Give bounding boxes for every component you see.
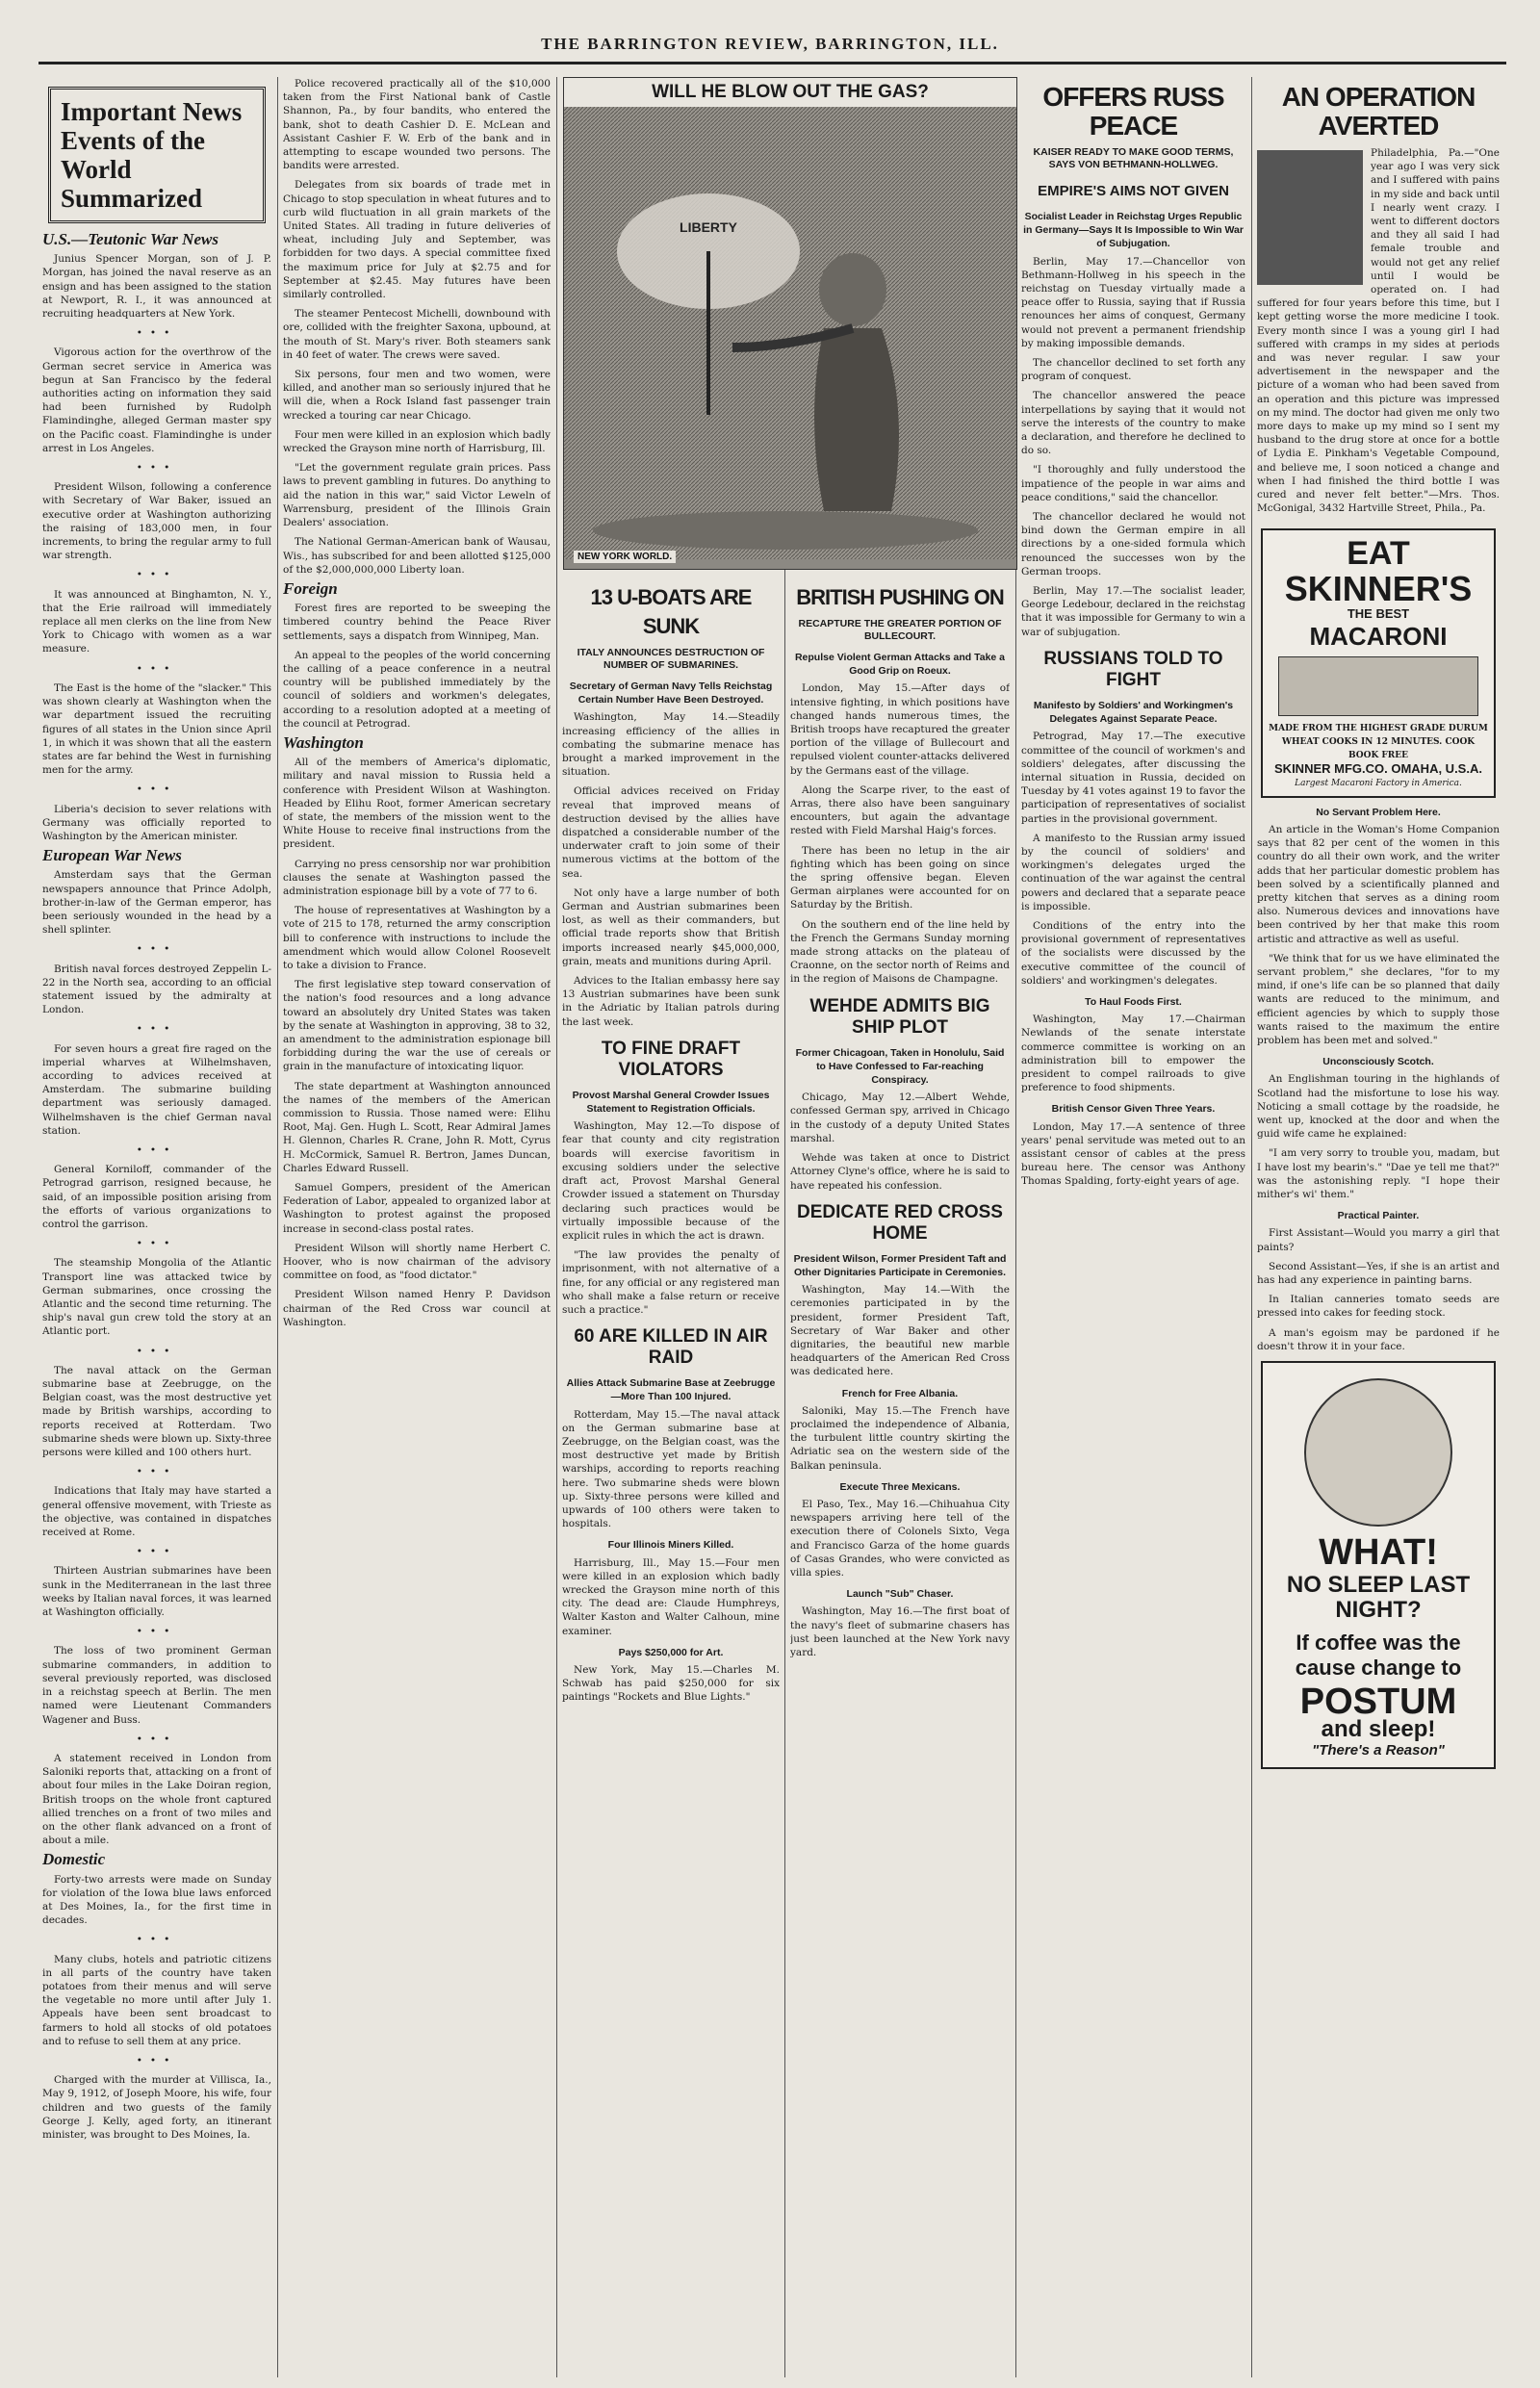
news-brief: President Wilson, following a conference with Secretary of War Baker, issued an executive order at Washington authorizing the raising of 183,000 men, in four increments, to bring the regular army to full war strength. xyxy=(42,481,271,562)
article-paragraph: Saloniki, May 15.—The French have proclaimed the independence of Albania, the turbulent little country skirting the Adriatic sea on the western side of the Balkan peninsula. xyxy=(790,1404,1010,1472)
article-paragraph: Berlin, May 17.—The socialist leader, George Ledebour, declared in the reichstag that it was impossible for Germany to win a war of subjugation. xyxy=(1021,585,1245,638)
news-brief: A statement received in London from Saloniki reports that, attacking on a front of about four miles in the Lake Doiran region, British troops on the whole front captured allied trenches on a front of two miles and on the other flank advanced on a front of about a mile. xyxy=(42,1752,271,1847)
news-brief: The East is the home of the "slacker." This was shown clearly at Washington when the war department issued the recruiting figures of all states in the Union since April 1, in which it was shown that all the eastern states are far behind the West in furnishing men for the army. xyxy=(42,681,271,777)
separator-stars: ••• xyxy=(136,1934,178,1946)
section-heading: European War News xyxy=(42,846,182,865)
article-paragraph: Along the Scarpe river, to the east of Arras, there also have been sanguinary encounters, but again the advantage rested with Field Marshal Haig's forces. xyxy=(790,783,1010,837)
article-paragraph: Police recovered practically all of the $10,000 taken from the First National bank of Castle Shannon, Pa., by four bandits, who entered the bank, shot to death Cashier D. E. McLean and Assistant Cashier F. W. Erb of the bank and in attempting to escape wounded two persons. The bandits were arrested. xyxy=(283,78,551,172)
deck-kaiser: KAISER READY TO MAKE GOOD TERMS, SAYS VON BETHMANN-HOLLWEG. xyxy=(1033,146,1234,170)
story-wehde xyxy=(790,1091,1010,1192)
headline-u-boats: 13 U-BOATS ARE SUNK xyxy=(590,585,752,638)
article-paragraph: Conditions of the entry into the provisional government of representatives of the socialists were discussed by the executive committee of the council of soldiers' and workingmen's delegates. xyxy=(1021,919,1245,987)
article-paragraph: The steamer Pentecost Michelli, downbound with ore, collided with the freighter Saxona, upbound, at the mouth of St. Mary's river. Both steamers sank in 40 feet of water. The crews were saved. xyxy=(283,308,551,361)
subhead-empire-aims: EMPIRE'S AIMS NOT GIVEN xyxy=(1038,183,1229,199)
article-paragraph: On the southern end of the line held by the French the Germans Sunday morning made strong attacks on the plateau of Craonne, on the sector north of Reims and in the region of Maisons de Champagne. xyxy=(790,918,1010,986)
subhead-art: Pays $250,000 for Art. xyxy=(618,1646,724,1658)
headline-russ-peace: OFFERS RUSS PEACE xyxy=(1042,82,1224,141)
ad-eat: EAT xyxy=(1347,535,1410,573)
separator-stars: ••• xyxy=(136,1466,178,1478)
article-paragraph: A man's egoism may be pardoned if he doesn't throw it in your face. xyxy=(1257,1326,1500,1352)
news-brief: Thirteen Austrian submarines have been sunk in the Mediterranean in the last three weeks by Italian naval forces, it was learned at Washington officially. xyxy=(42,1565,271,1619)
column-divider xyxy=(1251,77,1252,2377)
article-paragraph: Carrying no press censorship nor war prohibition clauses the senate at Washington passed the administration espionage bill by a vote of 77 to 6. xyxy=(283,858,551,897)
article-paragraph: Chicago, May 12.—Albert Wehde, confessed German spy, arrived in Chicago in the custody of a deputy United States marshal. xyxy=(790,1091,1010,1144)
article-paragraph: "I am very sorry to trouble you, madam, but I have lost my bearin's." "Dae ye tell me that?" was the astonishing reply. "I hope their mither's wi' them." xyxy=(1257,1147,1500,1200)
headline-draft: TO FINE DRAFT VIOLATORS xyxy=(601,1038,741,1080)
story-air-raid xyxy=(562,1408,780,1531)
cartoon-title: WILL HE BLOW OUT THE GAS? xyxy=(564,78,1016,107)
skinners-macaroni-ad xyxy=(1261,528,1496,797)
article-paragraph: "We think that for us we have eliminated the servant problem," she declares, "for to my mind, if one's life can be so planned that daily wants are reduced to the minimum, and efficient agencies by which to supply those wants raised to the maximum the entire problem has been met and solved." xyxy=(1257,952,1500,1046)
news-brief: Vigorous action for the overthrow of the German secret service in America was begun at San Francisco by the federal authorities acting on information they said had been furnished by Rudolph Flamindinghe, alleged German master spy on the Pacific coast. Flamindinghe is under arrest in Los Angeles. xyxy=(42,347,271,454)
ad-skinners: SKINNER'S xyxy=(1284,569,1473,609)
separator-stars: ••• xyxy=(136,662,178,675)
article-paragraph: The National German-American bank of Wausau, Wis., has subscribed for and been allotted $125,000 of the $2,000,000,000 Liberty loan. xyxy=(283,536,551,576)
article-paragraph: Not only have a large number of both German and Austrian submarines been lost, as well as their commanders, but official trade reports show that British imports increased nearly $45,000,000, grain, meats and munitions during April. xyxy=(562,886,780,967)
story-mexicans xyxy=(790,1498,1010,1579)
column-ads xyxy=(1257,77,1500,2382)
article-paragraph: Advices to the Italian embassy here say 13 Austrian submarines have been sunk in the Adriatic by Italian patrols during the last week. xyxy=(562,975,780,1028)
article-paragraph: New York, May 15.—Charles M. Schwab has paid $250,000 for six paintings "Rockets and Blue Lights." xyxy=(562,1663,780,1704)
separator-stars: ••• xyxy=(136,1023,178,1036)
column-british xyxy=(790,578,1010,2382)
separator-stars: ••• xyxy=(136,462,178,475)
article-paragraph: The chancellor answered the peace interpellations by saying that it would not serve the interests of the country to make a declaration, and therefore he declined to do so. xyxy=(1021,390,1245,457)
ad-company: SKINNER MFG.CO. OMAHA, U.S.A. xyxy=(1274,761,1482,777)
masthead: THE BARRINGTON REVIEW, BARRINGTON, ILL. xyxy=(541,35,999,53)
story-art xyxy=(562,1663,780,1705)
article-paragraph: Berlin, May 17.—Chancellor von Bethmann-Hollweg in his speech in the reichstag on Tuesday virtually made a peace offer to Russia, saying that if Russia renounces her aims of conquest, Germany would not prevent a permanent friendship by making impossible demands. xyxy=(1021,255,1245,349)
cartoon-liberty-label: LIBERTY xyxy=(680,219,737,235)
article-paragraph: "I thoroughly and fully understood the impatience of the people in war aims and peace conditions," said the chancellor. xyxy=(1021,464,1245,503)
ad-reason: "There's a Reason" xyxy=(1312,1742,1445,1759)
briefs-washington xyxy=(283,756,551,1329)
story-miners xyxy=(562,1556,780,1638)
separator-stars: ••• xyxy=(136,1733,178,1745)
cartoon-credit: NEW YORK WORLD. xyxy=(574,551,676,563)
article-paragraph: An appeal to the peoples of the world concerning the calling of a peace conference in a neutral country will be published immediately by the council of soldiers and workmen's delegates, according to a resolution adopted at a meeting of the council at Petrograd. xyxy=(283,649,551,730)
subhead-red-cross: President Wilson, Former President Taft and Other Dignitaries Participate in Ceremonies. xyxy=(793,1252,1007,1278)
article-paragraph: Official advices received on Friday reveal that improved means of destruction devised by the allies have dispatched a considerable number of the underwater craft to join some of their numerous victims at the bottom of the sea. xyxy=(562,785,780,880)
article-paragraph: An article in the Woman's Home Companion says that 82 per cent of the women in this country do all their own work, and the writer adds that her particular domestic problem has been solved by a scientifically planned and pretty kitchen that serves as a dining room also. Numerous devices and innovations have been contrived by her that make this room artistic and attractive as well as useful. xyxy=(1257,823,1500,945)
article-paragraph: Washington, May 14.—Steadily increasing efficiency of the allies in combating the submarine menace has brought a marked improvement in the situation. xyxy=(562,711,780,779)
article-paragraph: Six persons, four men and two women, were killed, and another man so seriously injured that he will die, when a Rock Island fast passenger train wrecked a touring car near Chicago. xyxy=(283,369,551,422)
article-paragraph: An Englishman touring in the highlands of Scotland had the misfortune to lose his way. Noticing a small cottage by the roadside, he went up, knocked at the door and when the guid wife came he explained: xyxy=(1257,1073,1500,1141)
story-british xyxy=(790,681,1010,986)
ad-the-best: THE BEST xyxy=(1347,606,1410,622)
news-brief: Forty-two arrests were made on Sunday for violation of the Iowa blue laws enforced at Des Moines, Ia., for the first time in decades. xyxy=(42,1873,271,1927)
story-albania xyxy=(790,1404,1010,1473)
news-brief: It was announced at Binghamton, N. Y., that the Erie railroad will immediately replace all men clerks on the line from New York to Chicago with women as a war measure. xyxy=(42,588,271,655)
ad-factory: Largest Macaroni Factory in America. xyxy=(1295,778,1462,788)
article-paragraph: There has been no letup in the air fighting which has been going on since the spring offensive began. Eleven German airplanes were accounted for on Saturday by the British. xyxy=(790,844,1010,912)
ad-and-sleep: and sleep! xyxy=(1321,1716,1436,1743)
news-brief: General Korniloff, commander of the Petrograd garrison, resigned because, he said, of an impossible position arising from the efforts of various organizations to control the garrison. xyxy=(42,1164,271,1230)
article-paragraph: President Wilson will shortly name Herbert C. Hoover, who is now chairman of the advisory committee on food, as "food dictator." xyxy=(283,1242,551,1282)
section-foreign: Foreign xyxy=(283,578,338,598)
news-brief: Many clubs, hotels and patriotic citizens in all parts of the country have taken potatoes from their menus and will serve the vegetable no more until after July 1. Appeals have been sent broadcast to farmers to hold all stocks of old potatoes and to refuse to sell them at any price. xyxy=(42,1953,271,2047)
pinkham-ad-text: Philadelphia, Pa.—"One year ago I was very sick and I suffered with pains in my side and back until I nearly went crazy. I went to different doctors and they all said I had female trouble and would not get any relief until I would be operated on. I had suffered for four years before this time, but I kept getting worse the more medicine I took. Every month since I was a young girl I had suffered with cramps in my sides at periods and was never regular. I saw your advertisement in the newspaper and the picture of a woman who had been saved from an operation and this picture was impressed on my mind. The doctor had given me only two more days to make up my mind so I sent my husband to the drug store at once for a bottle of Lydia E. Pinkham's Vegetable Compound, and believe me, I soon noticed a change and when I had finished the third bottle I was cured and never felt better."—Mrs. Thos. McGonigal, 3432 Hartville Street, Phila., Pa. xyxy=(1257,147,1500,515)
story-british-censor xyxy=(1021,1120,1245,1189)
news-brief: The steamship Mongolia of the Atlantic Transport line was attacked twice by German submarines, once crossing the Atlantic and the second time returning. The ship's naval gun crew told the story at an Atlantic port. xyxy=(42,1257,271,1338)
headline-wehde: WEHDE ADMITS BIG SHIP PLOT xyxy=(809,995,990,1038)
article-paragraph: President Wilson named Henry P. Davidson chairman of the Red Cross war council at Washington. xyxy=(283,1289,551,1328)
article-paragraph: Second Assistant—Yes, if she is an artist and has had any experience in painting barns. xyxy=(1257,1260,1500,1286)
sleepless-face-illustration xyxy=(1304,1378,1452,1527)
editorial-cartoon xyxy=(563,77,1017,570)
column-u-boats xyxy=(562,578,780,2382)
separator-stars: ••• xyxy=(136,569,178,581)
news-brief: The loss of two prominent German submarine commanders, in addition to several previously reported, was disclosed in a reichstag speech at Berlin. The men named were Lieutenant Commanders Wagener and Buss. xyxy=(42,1645,271,1726)
column-russ-peace xyxy=(1021,77,1245,2382)
testimonial-portrait xyxy=(1257,150,1363,285)
news-brief: For seven hours a great fire raged on the imperial wharves at Wilhelmshaven, according to advices received at Amsterdam. The submarine building department was seriously damaged. Wilhelmshaven is the chief German naval station. xyxy=(42,1042,271,1137)
separator-stars: ••• xyxy=(136,327,178,340)
story-red-cross xyxy=(790,1283,1010,1378)
separator-stars: ••• xyxy=(136,943,178,956)
subhead-miners: Four Illinois Miners Killed. xyxy=(607,1539,734,1552)
article-paragraph: "The law provides the penalty of imprisonment, with not alternative of a fine, for any official or any registered man who shall make a false return or receive such a practice." xyxy=(562,1249,780,1316)
subhead-u-boats: Secretary of German Navy Tells Reichstag Certain Number Have Been Destroyed. xyxy=(569,680,773,706)
summary-box-title: Important News Events of the World Summarized xyxy=(48,87,266,223)
article-paragraph: The chancellor declared he would not bind down the German empire in all directions by a one-sided formula which renounced the successes won by the German troops. xyxy=(1021,511,1245,578)
separator-stars: ••• xyxy=(136,1546,178,1558)
news-brief: The naval attack on the German submarine base at Zeebrugge, on the Belgian coast, was the most destructive yet made by British warships, according to reports received at Rotterdam. Two submarine sheds were blown up. Sixty-three persons were killed and 100 others hurt. xyxy=(42,1364,271,1459)
subhead-british: Repulse Violent German Attacks and Take a Good Grip on Roeux. xyxy=(794,652,1006,678)
macaroni-box-illustration xyxy=(1278,656,1478,716)
article-paragraph: Washington, May 12.—To dispose of fear that county and city registration boards will exercise favoritism in excusing soldiers under the selective draft act, Provost Marshal General Crowder issued a statement on Thursday declaring such practices would be virtually impossible because of the explicit rules in which the act is drawn. xyxy=(562,1120,780,1242)
separator-stars: ••• xyxy=(136,1238,178,1250)
article-paragraph: All of the members of America's diplomatic, military and naval mission to Russia held a conference with President Wilson at Washington. Headed by Elihu Root, former American secretary of state, the members of the mission went to the White House to receive final instructions from the president. xyxy=(283,757,551,851)
cartoon-illustration xyxy=(564,107,1016,559)
column-divider xyxy=(556,77,557,2377)
subhead-draft: Provost Marshal General Crowder Issues Statement to Registration Officials. xyxy=(572,1089,770,1116)
article-paragraph: In Italian canneries tomato seeds are pressed into cakes for feeding stock. xyxy=(1257,1294,1500,1320)
story-painter xyxy=(1257,1226,1500,1353)
section-washington: Washington xyxy=(283,732,364,752)
headline-russians-fight: RUSSIANS TOLD TO FIGHT xyxy=(1043,648,1223,690)
article-paragraph: Washington, May 14.—With the ceremonies participated in by the president, former President Taft, Secretary of War Baker and other dignitaries, the beautiful new marble headquarters of the American Red Cross was dedicated here. xyxy=(790,1284,1010,1378)
separator-stars: ••• xyxy=(136,2054,178,2067)
article-paragraph: Forest fires are reported to be sweeping the timbered country behind the Peace River settlements, says a dispatch from Winnipeg, Man. xyxy=(283,603,551,642)
deck-british: RECAPTURE THE GREATER PORTION OF BULLECOURT. xyxy=(798,618,1002,642)
article-paragraph: Samuel Gompers, president of the American Federation of Labor, appealed to organized labor at Washington to protest against the proposed increase in second-class postal rates. xyxy=(283,1182,551,1235)
deck-manifesto: Manifesto by Soldiers' and Workingmen's Delegates Against Separate Peace. xyxy=(1033,699,1234,726)
story-haul-foods xyxy=(1021,1013,1245,1094)
article-paragraph: El Paso, Tex., May 16.—Chihuahua City newspapers arriving here tell of the execution there of Colonels Sixto, Vega and Francisco Garza of the home guards of Casas Grandes, who were convicted as villa spies. xyxy=(790,1498,1010,1579)
headline-red-cross: DEDICATE RED CROSS HOME xyxy=(797,1201,1003,1244)
story-draft xyxy=(562,1119,780,1317)
subhead-british-censor: British Censor Given Three Years. xyxy=(1051,1103,1216,1116)
separator-stars: ••• xyxy=(136,1626,178,1638)
article-paragraph: London, May 17.—A sentence of three years' penal servitude was meted out to an assistant censor of cables at the press bureau here. The censor was Anthony Thomas Spalding, forty-eight years of age. xyxy=(1021,1120,1245,1188)
story-scotch xyxy=(1257,1072,1500,1201)
column-news-summary xyxy=(42,77,271,2382)
news-brief: Liberia's decision to sever relations with Germany was officially reported to Washington by the American minister. xyxy=(42,803,271,842)
masthead-rule xyxy=(38,62,1506,64)
column-briefs xyxy=(283,77,551,2382)
article-paragraph: "Let the government regulate grain prices. Pass laws to prevent gambling in futures. Do anything to aid the nation in this war," said Victor Leweln of Warrensburg, president of the Illinois Grain Dealers' association. xyxy=(283,462,551,529)
story-russ-peace xyxy=(1021,255,1245,639)
pinkham-ad xyxy=(1257,146,1500,521)
subhead-painter: Practical Painter. xyxy=(1337,1210,1420,1222)
story-russians-fight xyxy=(1021,730,1245,988)
article-paragraph: Wehde was taken at once to District Attorney Clyne's office, where he is said to have repeated his confession. xyxy=(790,1152,1010,1192)
news-brief: Amsterdam says that the German newspapers announce that Prince Adolph, brother-in-law of the German emperor, has been seriously wounded in the head by a shell splinter. xyxy=(42,869,271,937)
story-sub-chaser xyxy=(790,1605,1010,1659)
briefs-foreign xyxy=(283,602,551,731)
separator-stars: ••• xyxy=(136,1345,178,1357)
article-paragraph: The first legislative step toward conservation of the nation's food resources and a long advance toward an absolutely dry United States was taken by the senate at Washington in approving, 38 to 32, an amendment to the administration espionage bill forbidding during the war the use of cereals or grain in the manufacture of intoxicating liquor. xyxy=(283,979,551,1073)
ad-postum: POSTUM xyxy=(1299,1682,1457,1723)
ad-what: WHAT! xyxy=(1319,1532,1438,1574)
news-brief: Junius Spencer Morgan, son of J. P. Morgan, has joined the naval reserve as an ensign and has been assigned to the station at Newport, R. I., it was announced at recruiting headquarters at New York. xyxy=(42,253,271,321)
headline-operation-averted: AN OPERATION AVERTED xyxy=(1281,82,1476,141)
news-brief: British naval forces destroyed Zeppelin L-22 in the North sea, according to an official statement issued by the admiralty at London. xyxy=(42,963,271,1016)
deck-u-boats: ITALY ANNOUNCES DESTRUCTION OF NUMBER OF SUBMARINES. xyxy=(577,647,765,671)
section-heading: Domestic xyxy=(42,1850,106,1869)
article-paragraph: Delegates from six boards of trade met in Chicago to stop speculation in wheat futures and to curb wild fluctuation in all grain markets of the United States. All trading in future deliveries of wheat, including July and September, was forbidden for two days. A special committee fixed the maximum price for July at $2.75 and for September at $2.45. May futures have been similarly controlled. xyxy=(283,179,551,301)
subhead-haul-foods: To Haul Foods First. xyxy=(1085,995,1182,1008)
article-paragraph: The house of representatives at Washington by a vote of 215 to 178, returned the army conscription bill to conference with instructions to include the amendment which would allow Colonel Roosevelt to take a division to France. xyxy=(283,905,551,971)
article-paragraph: Washington, May 16.—The first boat of the navy's fleet of submarine chasers has just been launched at the New York navy yard. xyxy=(790,1605,1010,1658)
subhead-air-raid: Allies Attack Submarine Base at Zeebrugge—More Than 100 Injured. xyxy=(566,1377,776,1403)
subhead-scotch: Unconsciously Scotch. xyxy=(1322,1056,1434,1068)
summary-sections xyxy=(42,230,271,2142)
story-servant xyxy=(1257,823,1500,1047)
separator-stars: ••• xyxy=(136,783,178,796)
article-paragraph: Washington, May 17.—Chairman Newlands of the senate interstate commerce committee is working on an administration bill to empower the president to compel railroads to give preference to food shipments. xyxy=(1021,1014,1245,1094)
subhead-mexicans: Execute Three Mexicans. xyxy=(839,1480,961,1493)
article-paragraph: First Assistant—Would you marry a girl that paints? xyxy=(1257,1227,1500,1253)
news-brief: Charged with the murder at Villisca, Ia., May 9, 1912, of Joseph Moore, his wife, four children and two guests of the family George J. Kelly, aged forty, an itinerant minister, was brought to Des Moines, Ia. xyxy=(42,2074,271,2141)
article-paragraph: A manifesto to the Russian army issued by the council of soldiers' and workingmen's delegates urged the continuation of the war against the central powers and declared that a separate peace is impossible. xyxy=(1021,832,1245,912)
subhead-wehde: Former Chicagoan, Taken in Honolulu, Said to Have Confessed to Far-reaching Conspiracy. xyxy=(795,1046,1005,1087)
briefs-general xyxy=(283,77,551,577)
separator-stars: ••• xyxy=(136,1143,178,1156)
article-paragraph: Rotterdam, May 15.—The naval attack on the German submarine base at Zeebrugge, on the Belgian coast, was the most destructive yet made by British warships, according to reports reaching here. Two submarine sheds were blown up. Sixty-three persons were killed and upwards of 100 others were taken to hospitals. xyxy=(562,1408,780,1530)
article-paragraph: Harrisburg, Ill., May 15.—Four men were killed in an explosion which badly wrecked the Grayson mine north of this city. The dead are: Claude Humphreys, Walter Kaston and Walter Calhoun, mine examiner. xyxy=(562,1556,780,1637)
headline-british: BRITISH PUSHING ON xyxy=(796,585,1004,609)
ad-macaroni: MACARONI xyxy=(1309,621,1448,651)
news-brief: Indications that Italy may have started a general offensive movement, with Trieste as the objective, was contained in dispatches received at Rome. xyxy=(42,1485,271,1539)
article-paragraph: Four men were killed in an explosion which badly wrecked the Grayson mine north of Harrisburg, Ill. xyxy=(283,428,551,455)
article-paragraph: The state department at Washington announced the names of the members of the American commission to Russia. Those named were: Elihu Root, Maj. Gen. Hugh L. Scott, Rear Admiral James H. Glennon, Charles R. Crane, John R. Mott, Cyrus H. McCormick, Samuel R. Bertron, James Duncan, Charles Edward Russell. xyxy=(283,1080,551,1174)
deck-socialist: Socialist Leader in Reichstag Urges Republic in Germany—Says It Is Impossible to Win War of Subjugation. xyxy=(1023,211,1244,250)
story-u-boats xyxy=(562,710,780,1028)
subhead-sub-chaser: Launch "Sub" Chaser. xyxy=(846,1588,954,1601)
ad-no-sleep: NO SLEEP LAST NIGHT? xyxy=(1286,1572,1471,1624)
postum-ad xyxy=(1261,1361,1496,1769)
ad-footnote: MADE FROM THE HIGHEST GRADE DURUM WHEAT COOKS IN 12 MINUTES. COOK BOOK FREE xyxy=(1269,723,1488,761)
headline-air-raid: 60 ARE KILLED IN AIR RAID xyxy=(574,1326,768,1369)
article-paragraph: London, May 15.—After days of intensive fighting, in which positions have changed hands numerous times, the British troops have recaptured the greater portion of the village of Bullecourt and repulsed violent counter-attacks delivered by the Germans east of the village. xyxy=(790,682,1010,777)
ad-coffee: If coffee was the cause change to xyxy=(1295,1631,1462,1681)
subhead-servant: No Servant Problem Here. xyxy=(1316,806,1441,818)
article-paragraph: The chancellor declined to set forth any program of conquest. xyxy=(1021,357,1245,383)
column-divider xyxy=(277,77,278,2377)
article-paragraph: Petrograd, May 17.—The executive committee of the council of workmen's and soldiers' delegates, after discussing the internal situation in Russia, decided on Tuesday by 41 votes against 19 to favor the participation of representatives of socialist parties in the provisional government. xyxy=(1021,731,1245,825)
section-heading: U.S.—Teutonic War News xyxy=(42,230,218,248)
subhead-albania: French for Free Albania. xyxy=(841,1387,959,1399)
